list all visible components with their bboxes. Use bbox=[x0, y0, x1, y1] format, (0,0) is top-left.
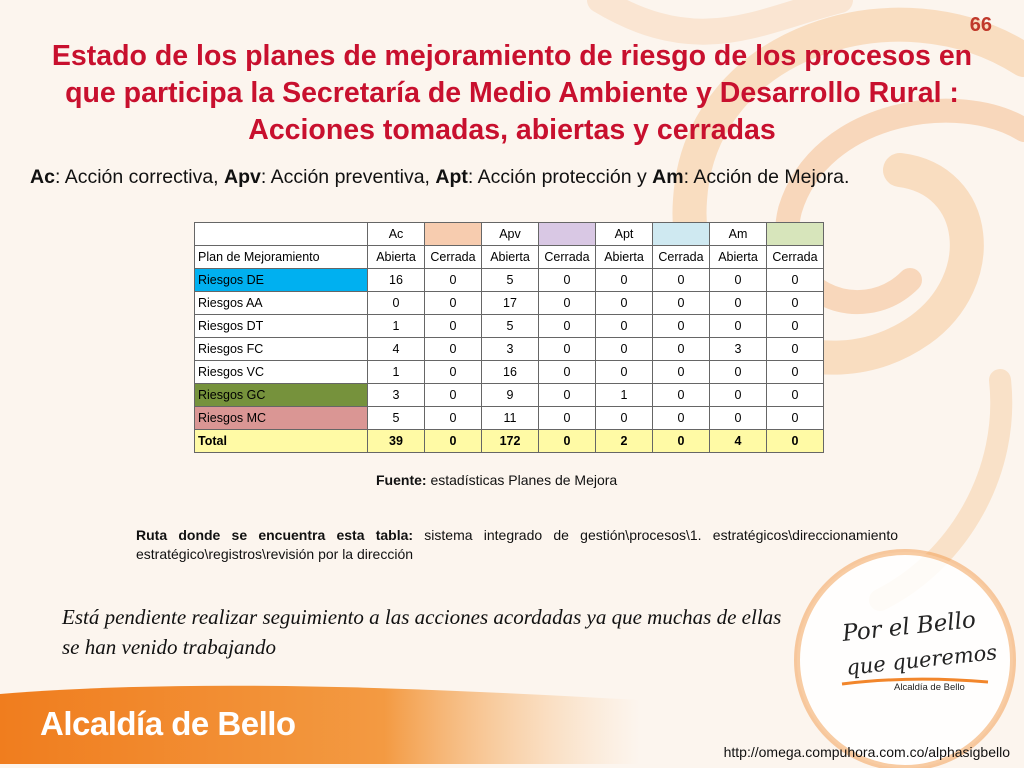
legend-text-ac: : Acción correctiva, bbox=[54, 166, 225, 188]
table-cell: 0 bbox=[425, 269, 482, 292]
table-cell: 0 bbox=[539, 361, 596, 384]
table-cell: 16 bbox=[482, 361, 539, 384]
total-cell: 2 bbox=[596, 430, 653, 453]
table-cell: 0 bbox=[425, 407, 482, 430]
table-cell: 0 bbox=[767, 269, 824, 292]
sub-header: Cerrada bbox=[767, 246, 824, 269]
total-cell: 0 bbox=[425, 430, 482, 453]
legend-text-apt: : Acción protección y bbox=[467, 166, 653, 188]
table-cell: 9 bbox=[482, 384, 539, 407]
table-cell: 0 bbox=[767, 315, 824, 338]
row-label: Riesgos DT bbox=[195, 315, 368, 338]
table-body bbox=[195, 269, 824, 430]
table-cell: 0 bbox=[710, 407, 767, 430]
logo-line-1: Por el Bello bbox=[841, 607, 978, 647]
table-cell: 16 bbox=[368, 269, 425, 292]
total-cell: 39 bbox=[368, 430, 425, 453]
table-cell: 0 bbox=[539, 338, 596, 361]
table-cell: 0 bbox=[539, 269, 596, 292]
sub-header: Abierta bbox=[482, 246, 539, 269]
source-text: estadísticas Planes de Mejora bbox=[426, 472, 618, 488]
row-header-label: Plan de Mejoramiento bbox=[195, 246, 368, 269]
table-cell: 0 bbox=[596, 315, 653, 338]
route-label: Ruta donde se encuentra esta tabla: bbox=[136, 527, 414, 543]
table-row bbox=[195, 269, 824, 292]
row-label: Riesgos FC bbox=[195, 338, 368, 361]
group-header-am: Am bbox=[710, 223, 767, 246]
table-cell: 5 bbox=[482, 315, 539, 338]
source-label: Fuente: bbox=[376, 472, 427, 488]
table-cell: 0 bbox=[653, 315, 710, 338]
pending-note: Está pendiente realizar seguimiento a las acciones acordadas ya que muchas de ellas se han venido trabajando bbox=[62, 605, 782, 659]
table-cell: 0 bbox=[653, 292, 710, 315]
table-cell: 0 bbox=[596, 361, 653, 384]
route-text: sistema integrado de gestión\procesos\1. estratégicos\direccionamiento estratégico\registros\revisión por la dirección bbox=[136, 527, 898, 562]
por-el-bello-logo bbox=[812, 580, 1002, 722]
table-row bbox=[195, 338, 824, 361]
plans-table bbox=[194, 222, 824, 453]
table-cell: 0 bbox=[710, 361, 767, 384]
sub-header: Cerrada bbox=[539, 246, 596, 269]
table-cell: 0 bbox=[539, 292, 596, 315]
table-row bbox=[195, 315, 824, 338]
group-header-row bbox=[195, 223, 824, 246]
footer-brand: Alcaldía de Bello bbox=[40, 705, 296, 742]
row-label: Riesgos MC bbox=[195, 407, 368, 430]
table-cell: 0 bbox=[653, 269, 710, 292]
table-cell: 0 bbox=[767, 384, 824, 407]
table-row bbox=[195, 384, 824, 407]
table-cell: 3 bbox=[368, 384, 425, 407]
sub-header-row bbox=[195, 246, 824, 269]
table-source bbox=[376, 472, 617, 488]
group-header-ac-fill bbox=[425, 223, 482, 246]
total-row bbox=[195, 430, 824, 453]
group-header-ac: Ac bbox=[368, 223, 425, 246]
table-cell: 0 bbox=[710, 269, 767, 292]
table-row bbox=[195, 361, 824, 384]
table-row bbox=[195, 407, 824, 430]
total-cell: 0 bbox=[539, 430, 596, 453]
table-cell: 0 bbox=[767, 292, 824, 315]
table-cell: 0 bbox=[368, 292, 425, 315]
table-cell: 0 bbox=[710, 384, 767, 407]
table-cell: 0 bbox=[596, 269, 653, 292]
legend-abbr-am: Am bbox=[652, 166, 684, 188]
abbreviation-legend bbox=[30, 166, 1010, 189]
table-cell: 0 bbox=[425, 384, 482, 407]
table-cell: 0 bbox=[425, 338, 482, 361]
table-route bbox=[136, 526, 898, 564]
legend-abbr-ac: Ac bbox=[30, 166, 55, 188]
table-cell: 1 bbox=[368, 315, 425, 338]
footer-url[interactable]: http://omega.compuhora.com.co/alphasigbello bbox=[723, 744, 1010, 760]
total-cell: 4 bbox=[710, 430, 767, 453]
table-row bbox=[195, 292, 824, 315]
table-cell: 3 bbox=[482, 338, 539, 361]
table-cell: 0 bbox=[653, 338, 710, 361]
logo-line-2: que queremos bbox=[845, 640, 999, 680]
table-cell: 0 bbox=[653, 407, 710, 430]
table-cell: 0 bbox=[539, 384, 596, 407]
group-header-apv-fill bbox=[539, 223, 596, 246]
legend-text-apv: : Acción preventiva, bbox=[260, 166, 436, 188]
table-cell: 0 bbox=[767, 407, 824, 430]
table-cell: 0 bbox=[653, 361, 710, 384]
row-label: Riesgos VC bbox=[195, 361, 368, 384]
sub-header: Abierta bbox=[596, 246, 653, 269]
page-number: 66 bbox=[969, 14, 992, 36]
legend-text-am: : Acción de Mejora. bbox=[683, 166, 850, 188]
table-cell: 0 bbox=[539, 407, 596, 430]
table-cell: 0 bbox=[425, 315, 482, 338]
group-header-apt-fill bbox=[653, 223, 710, 246]
total-cell: 0 bbox=[653, 430, 710, 453]
sub-header: Abierta bbox=[710, 246, 767, 269]
total-label: Total bbox=[195, 430, 368, 453]
table-cell: 0 bbox=[596, 407, 653, 430]
table-cell: 0 bbox=[425, 292, 482, 315]
table-cell: 5 bbox=[368, 407, 425, 430]
table-cell: 1 bbox=[596, 384, 653, 407]
row-label: Riesgos AA bbox=[195, 292, 368, 315]
table-cell: 0 bbox=[767, 338, 824, 361]
slide-title: Estado de los planes de mejoramiento de riesgo de los procesos en que participa la Secretaría de Medio Ambiente y Desarrollo Rural : Acciones tomadas, abiertas y cerradas bbox=[51, 40, 973, 146]
table-cell: 11 bbox=[482, 407, 539, 430]
group-header-apv: Apv bbox=[482, 223, 539, 246]
table-cell: 5 bbox=[482, 269, 539, 292]
table-cell: 0 bbox=[767, 361, 824, 384]
total-cell: 0 bbox=[767, 430, 824, 453]
table-cell: 0 bbox=[710, 292, 767, 315]
table-cell: 3 bbox=[710, 338, 767, 361]
sub-header: Cerrada bbox=[653, 246, 710, 269]
empty-header-cell bbox=[195, 223, 368, 246]
logo-subtitle: Alcaldía de Bello bbox=[894, 682, 965, 693]
table-cell: 0 bbox=[539, 315, 596, 338]
table-cell: 0 bbox=[710, 315, 767, 338]
sub-header: Cerrada bbox=[425, 246, 482, 269]
row-label: Riesgos DE bbox=[195, 269, 368, 292]
group-header-am-fill bbox=[767, 223, 824, 246]
total-cell: 172 bbox=[482, 430, 539, 453]
table-cell: 0 bbox=[596, 338, 653, 361]
group-header-apt: Apt bbox=[596, 223, 653, 246]
row-label: Riesgos GC bbox=[195, 384, 368, 407]
table-cell: 17 bbox=[482, 292, 539, 315]
table-cell: 1 bbox=[368, 361, 425, 384]
table-cell: 4 bbox=[368, 338, 425, 361]
legend-abbr-apt: Apt bbox=[435, 166, 468, 188]
table-cell: 0 bbox=[653, 384, 710, 407]
table-cell: 0 bbox=[596, 292, 653, 315]
sub-header: Abierta bbox=[368, 246, 425, 269]
legend-abbr-apv: Apv bbox=[224, 166, 261, 188]
table-cell: 0 bbox=[425, 361, 482, 384]
